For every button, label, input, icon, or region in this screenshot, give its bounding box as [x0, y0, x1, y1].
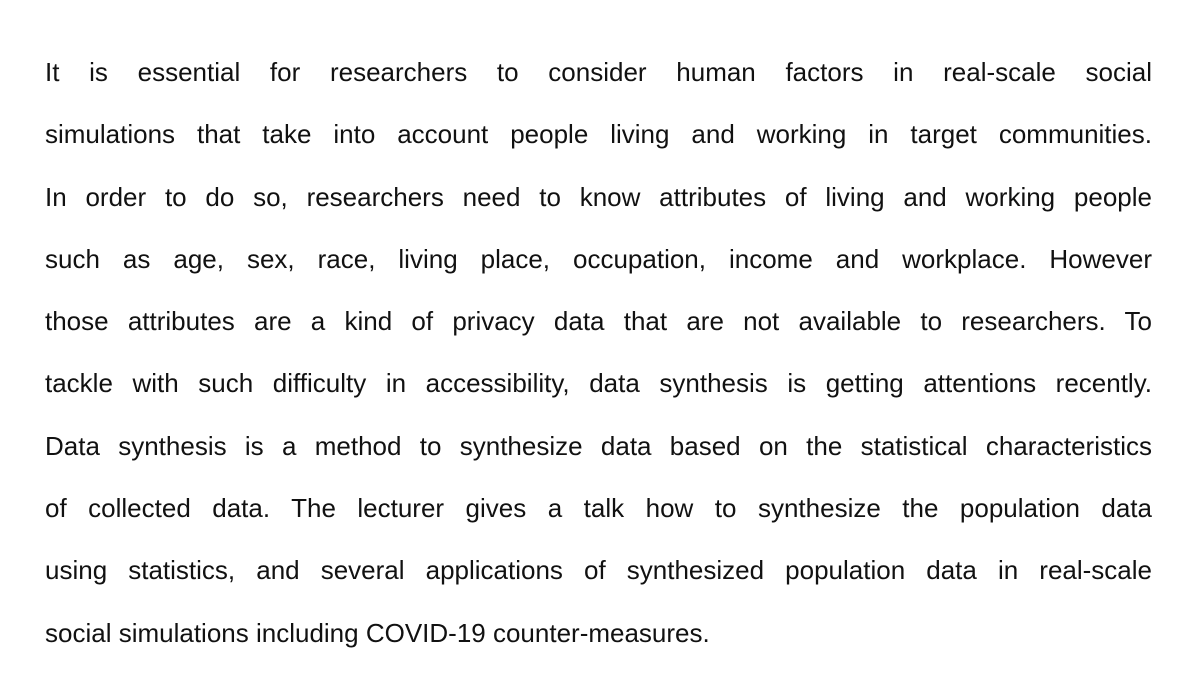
paragraph-line: Data synthesis is a method to synthesize data based on the statistical characteristics [45, 430, 1152, 461]
paragraph-line: those attributes are a kind of privacy data that are not available to researchers. To [45, 306, 1152, 337]
paragraph-line: It is essential for researchers to consider human factors in real-scale social [45, 57, 1152, 87]
abstract-paragraph [45, 41, 1152, 664]
paragraph-line: social simulations including COVID-19 counter-measures. [45, 617, 710, 648]
paragraph-line: tackle with such difficulty in accessibility, data synthesis is getting attentions recently. [45, 368, 1152, 399]
paragraph-line: using statistics, and several applications of synthesized population data in real-scale [45, 555, 1152, 586]
paragraph-line: such as age, sex, race, living place, occupation, income and workplace. However [45, 243, 1152, 274]
paragraph-line: simulations that take into account people living and working in target communities. [45, 119, 1152, 150]
paragraph-line: of collected data. The lecturer gives a talk how to synthesize the population data [45, 493, 1152, 524]
paragraph-line: In order to do so, researchers need to know attributes of living and working people [45, 181, 1152, 212]
